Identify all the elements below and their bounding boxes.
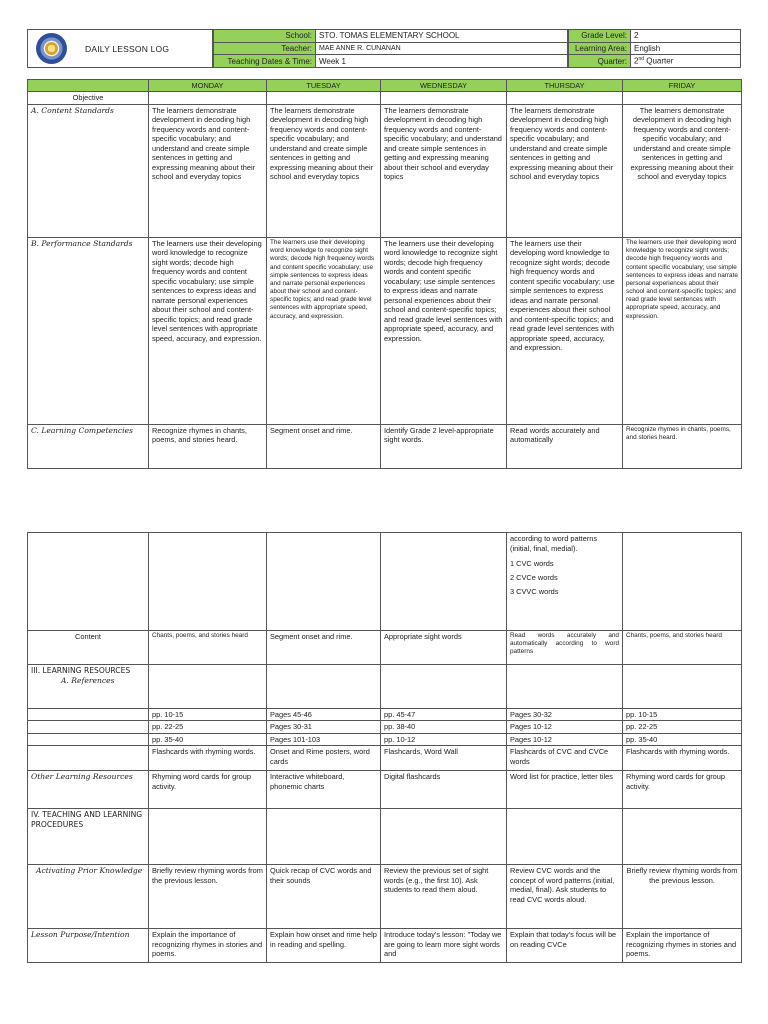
content-standards-tuesday: The learners demonstrate development in decoding high frequency words and content-specific vocabulary; and understand and create simple sentences in getting and expressing meaning about their school and everyday topics [267,104,381,237]
content-wednesday: Appropriate sight words [381,631,507,665]
quarter-label: Quarter: [569,55,631,68]
content-friday: Chants, poems, and stories heard [623,631,742,665]
header-info-right [568,29,741,68]
reference-monday-1: pp. 10-15 [149,709,267,721]
document-title: DAILY LESSON LOG [85,44,170,54]
activating-label: Activating Prior Knowledge [28,865,149,929]
purpose-friday: Explain the importance of recognizing rhymes in stories and poems. [623,929,742,963]
reference-wednesday-1: pp. 45-47 [381,709,507,721]
competencies-continuation-thursday: according to word patterns (initial, final, medial). 1 CVC words 2 CVCe words 3 CVVC words [507,533,623,631]
learning-resources-row [28,665,742,709]
performance-standards-friday: The learners use their developing word knowledge to recognize sight words; decode high frequency words and content specific vocabulary; use simple sentences to express ideas and narrate personal experiences about their school and content-specific topics; and read grade level sentences with appropriate speed, accuracy, and expression. [623,237,742,424]
reference-tuesday-2: Pages 30-31 [267,721,381,733]
performance-standards-thursday: The learners use their developing word knowledge to recognize sight words; decode high frequency words and content specific vocabulary; use simple sentences to express ideas and narrate personal experiences about their school and content-specific topics; and read grade level sentences with appropriate speed, accuracy, and expression. [507,237,623,424]
learning-competencies-wednesday: Identify Grade 2 level-appropriate sight words. [381,424,507,468]
content-standards-row [28,104,742,237]
learning-competencies-thursday: Read words accurately and automatically [507,424,623,468]
reference-monday-3: pp. 35-40 [149,733,267,745]
procedures-label: IV. TEACHING AND LEARNING PROCEDURES [28,809,149,865]
objective-label: Objective [28,92,149,104]
content-standards-wednesday: The learners demonstrate development in decoding high frequency words and content-specific vocabulary; and understand and create simple sentences in getting and expressing meaning about their school and everyday topics [381,104,507,237]
content-standards-friday: The learners demonstrate development in decoding high frequency words and content-specific vocabulary; and understand and create simple sentences in getting and expressing meaning about their school and everyday topics [623,104,742,237]
purpose-wednesday: Introduce today's lesson: "Today we are going to learn more sight words and [381,929,507,963]
area-label: Learning Area: [569,42,631,55]
performance-standards-label: B. Performance Standards [28,237,149,424]
teacher-label: Teacher: [214,42,316,55]
purpose-thursday: Explain that today's focus will be on reading CVCe [507,929,623,963]
dates-value: Week 1 [316,55,568,68]
reference-tuesday-1: Pages 45-46 [267,709,381,721]
reference-friday-3: pp. 35-40 [623,733,742,745]
day-header-wednesday: WEDNESDAY [381,80,507,92]
performance-standards-tuesday: The learners use their developing word knowledge to recognize sight words; decode high frequency words and content specific vocabulary; use simple sentences to express ideas and narrate personal experiences about their school and content-specific topics; and read grade level sentences with appropriate speed, accuracy, and expression. [267,237,381,424]
purpose-label: Lesson Purpose/Intention [28,929,149,963]
lesson-table-part-1 [27,79,742,469]
deped-seal-icon [36,33,67,64]
content-row [28,631,742,665]
content-standards-monday: The learners demonstrate development in decoding high frequency words and content-specific vocabulary; and understand and create simple sentences in getting and expressing meaning about their school and everyday topics [149,104,267,237]
competencies-continuation-row [28,533,742,631]
reference-wednesday-2: pp. 38-40 [381,721,507,733]
other-resources-friday: Rhyming word cards for group activity. [623,771,742,809]
other-resources-label: Other Learning Resources [28,771,149,809]
other-resources-thursday: Word list for practice, letter tiles [507,771,623,809]
reference-monday-2: pp. 22-25 [149,721,267,733]
header-info-left [213,29,568,68]
reference-thursday-3: Pages 10-12 [507,733,623,745]
activating-thursday: Review CVC words and the concept of word patterns (initial, medial, final). Ask students to read CVC words aloud. [507,865,623,929]
reference-row-1 [28,709,742,721]
activating-monday: Briefly review rhyming words from the previous lesson. [149,865,267,929]
quarter-value: 2nd Quarter [631,55,741,68]
reference-friday-2: pp. 22-25 [623,721,742,733]
corner-cell [28,80,149,92]
learning-competencies-row [28,424,742,468]
activating-friday: Briefly review rhyming words from the previous lesson. [623,865,742,929]
content-thursday: Read words accurately and automatically according to word patterns [507,631,623,665]
learning-resources-label: III. LEARNING RESOURCES A. References [28,665,149,709]
header-logo-cell [27,29,213,68]
learning-competencies-monday: Recognize rhymes in chants, poems, and stories heard. [149,424,267,468]
content-label: Content [28,631,149,665]
other-resources-tuesday: Interactive whiteboard, phonemic charts [267,771,381,809]
reference-monday-4: Flashcards with rhyming words. [149,746,267,771]
performance-standards-row [28,237,742,424]
activating-tuesday: Quick recap of CVC words and their sounds [267,865,381,929]
reference-tuesday-4: Onset and Rime posters, word cards [267,746,381,771]
activating-row [28,865,742,929]
learning-competencies-friday: Recognize rhymes in chants, poems, and stories heard. [623,424,742,468]
performance-standards-monday: The learners use their developing word knowledge to recognize sight words; decode high frequency words and content specific vocabulary; use simple sentences to express ideas and narrate personal experiences about their school and content-specific topics; and read grade level sentences with appropriate speed, accuracy, and expression. [149,237,267,424]
reference-row-3 [28,733,742,745]
day-header-thursday: THURSDAY [507,80,623,92]
reference-row-2 [28,721,742,733]
dates-label: Teaching Dates & Time: [214,55,316,68]
other-resources-wednesday: Digital flashcards [381,771,507,809]
area-value: English [631,42,741,55]
content-standards-label: A. Content Standards [28,104,149,237]
day-header-row [28,80,742,92]
purpose-tuesday: Explain how onset and rime help in reading and spelling. [267,929,381,963]
reference-wednesday-4: Flashcards, Word Wall [381,746,507,771]
school-value: STO. TOMAS ELEMENTARY SCHOOL [316,30,568,43]
day-header-tuesday: TUESDAY [267,80,381,92]
teacher-value: MAE ANNE R. CUNANAN [316,42,568,55]
purpose-monday: Explain the importance of recognizing rhymes in stories and poems. [149,929,267,963]
reference-row-4 [28,746,742,771]
learning-competencies-label: C. Learning Competencies [28,424,149,468]
day-header-monday: MONDAY [149,80,267,92]
content-standards-thursday: The learners demonstrate development in decoding high frequency words and content-specific vocabulary; and understand and create simple sentences in getting and expressing meaning about their school and everyday topics [507,104,623,237]
lesson-table-part-2 [27,532,742,963]
reference-friday-1: pp. 10-15 [623,709,742,721]
purpose-row [28,929,742,963]
procedures-row [28,809,742,865]
reference-friday-4: Flashcards with rhyming words. [623,746,742,771]
reference-thursday-4: Flashcards of CVC and CVCe words [507,746,623,771]
performance-standards-wednesday: The learners use their developing word knowledge to recognize sight words; decode high frequency words and content specific vocabulary; use simple sentences to express ideas and narrate personal experiences about their school and content-specific topics; and read grade level sentences with appropriate speed, accuracy, and expression. [381,237,507,424]
school-label: School: [214,30,316,43]
reference-wednesday-3: pp. 10-12 [381,733,507,745]
grade-label: Grade Level: [569,30,631,43]
grade-value: 2 [631,30,741,43]
reference-thursday-2: Pages 10-12 [507,721,623,733]
other-resources-row [28,771,742,809]
activating-wednesday: Review the previous set of sight words (e.g., the first 10). Ask students to read them aloud. [381,865,507,929]
content-monday: Chants, poems, and stories heard [149,631,267,665]
other-resources-monday: Rhyming word cards for group activity. [149,771,267,809]
learning-competencies-tuesday: Segment onset and rime. [267,424,381,468]
reference-tuesday-3: Pages 101-103 [267,733,381,745]
reference-thursday-1: Pages 30-32 [507,709,623,721]
content-tuesday: Segment onset and rime. [267,631,381,665]
day-header-friday: FRIDAY [623,80,742,92]
